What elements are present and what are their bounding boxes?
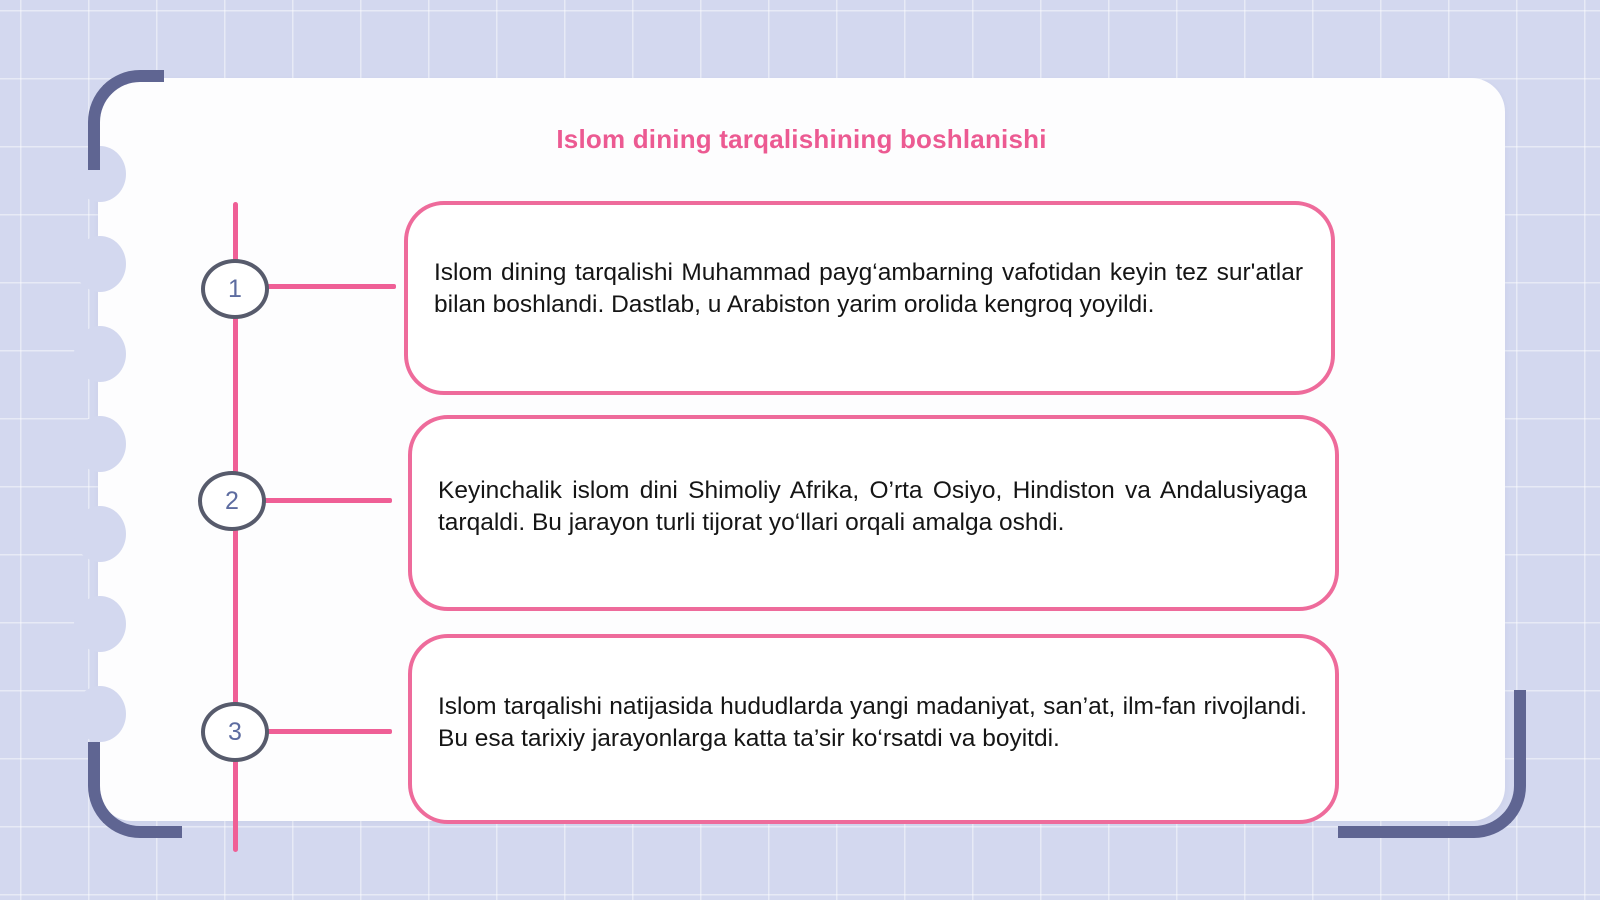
timeline-card-text: Islom dining tarqalishi Muhammad payg‘ambarning vafotidan keyin tez sur'atlar bilan boshlandi. Dastlab, u Arabiston yarim orolida kengroq yoyildi. <box>434 259 1303 318</box>
binder-notch <box>74 596 126 652</box>
binder-notch <box>74 416 126 472</box>
slide-title: Islom dining tarqalishining boshlanishi <box>556 124 1047 154</box>
timeline-marker-2: 2 <box>198 471 266 531</box>
timeline-connector-2 <box>262 498 392 503</box>
timeline-connector-3 <box>266 729 392 734</box>
binder-notch <box>74 236 126 292</box>
binder-notch <box>74 686 126 742</box>
corner-bracket-bottom-right <box>1338 690 1526 838</box>
timeline-card-2 <box>408 415 1339 611</box>
timeline-card-text: Keyinchalik islom dini Shimoliy Afrika, O’rta Osiyo, Hindiston va Andalusiyaga tarqaldi. Bu jarayon turli tijorat yo‘llari orqali amalga oshdi. <box>438 477 1307 536</box>
binder-notch <box>74 506 126 562</box>
timeline-marker-3: 3 <box>201 702 269 762</box>
timeline-connector-1 <box>266 284 396 289</box>
timeline-card-1 <box>404 201 1335 395</box>
timeline-marker-1: 1 <box>201 259 269 319</box>
corner-bracket-bottom-left <box>88 742 182 838</box>
corner-bracket-top-left <box>88 70 164 170</box>
timeline-card-3 <box>408 634 1339 824</box>
binder-notch <box>74 326 126 382</box>
timeline-card-text: Islom tarqalishi natijasida hududlarda yangi madaniyat, san’at, ilm-fan rivojlandi. Bu esa tarixiy jarayonlarga katta ta’sir ko‘rsatdi va boyitdi. <box>438 693 1307 752</box>
